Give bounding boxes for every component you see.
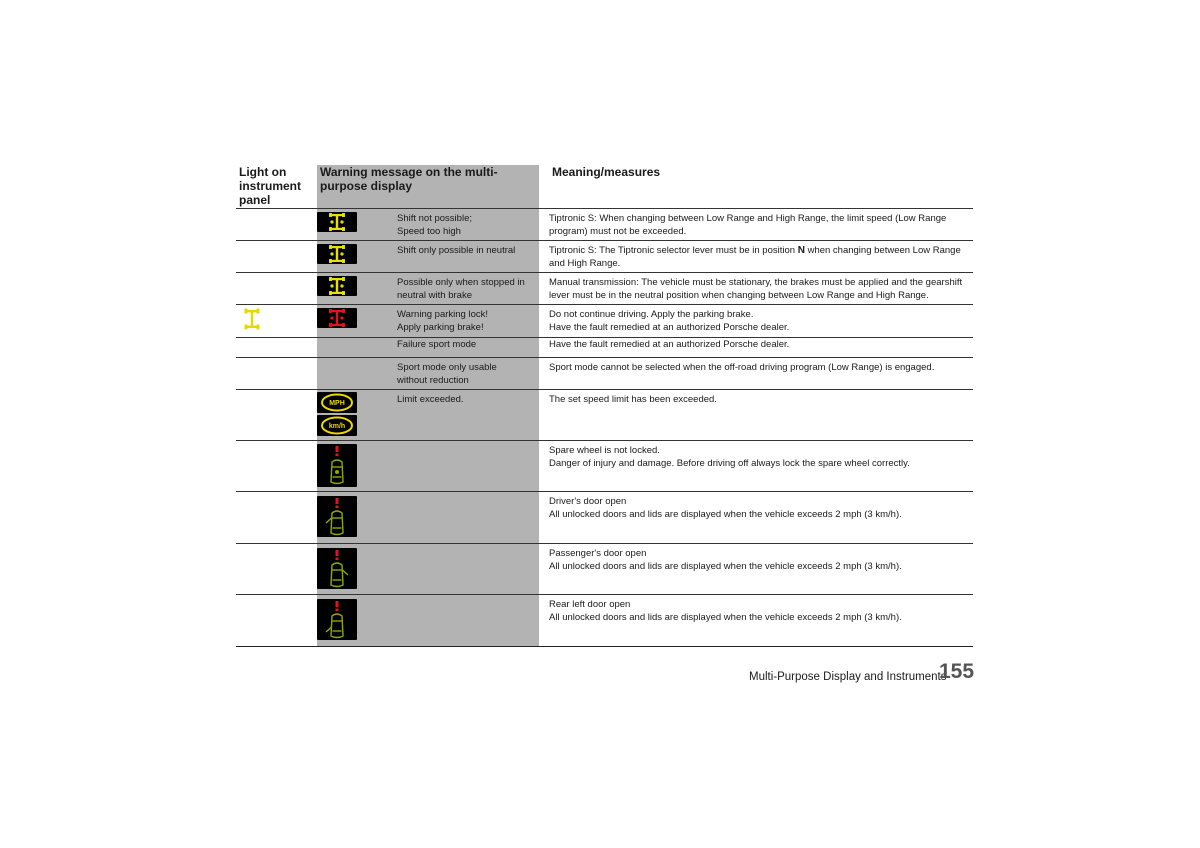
car-driver-door-icon (317, 496, 357, 537)
table-row (236, 207, 973, 240)
row-message: Sport mode only usable without reduction (397, 362, 497, 386)
row-message: Limit exceeded. (397, 394, 464, 405)
gear-position-n: N (797, 245, 805, 256)
table-row (236, 490, 973, 543)
row-message: Shift only possible in neutral (397, 245, 516, 256)
table-row (236, 336, 973, 357)
speed-limit-mph-icon (317, 392, 357, 413)
row-message: Failure sport mode (397, 339, 477, 350)
speed-limit-kmh-icon (317, 415, 357, 436)
row-meaning: Spare wheel is not locked. Danger of injury and damage. Before driving off always lock the spare wheel correctly. (549, 445, 910, 469)
car-passenger-door-icon (317, 548, 357, 589)
page-number: 155 (939, 660, 975, 683)
row-meaning: Rear left door open All unlocked doors and lids are displayed when the vehicle exceeds 2 mph (3 km/h). (549, 599, 902, 623)
table-row (236, 593, 973, 646)
low-range-yellow-icon (317, 244, 357, 264)
row-meaning: Passenger's door open All unlocked doors and lids are displayed when the vehicle exceeds 2 mph (3 km/h). (549, 548, 902, 572)
row-meaning: The set speed limit has been exceeded. (549, 394, 717, 405)
row-meaning: Manual transmission: The vehicle must be stationary, the brakes must be applied and the gearshift lever must be in the neutral position when changing between Low Range and High Range. (549, 277, 963, 301)
header-light-column: Light on instrument panel (239, 165, 302, 207)
speed-unit-mph: MPH (329, 400, 345, 407)
header-message-column: Warning message on the multi-purpose display (320, 165, 498, 193)
speed-unit-kmh: km/h (328, 423, 346, 430)
row-meaning: Sport mode cannot be selected when the off-road driving program (Low Range) is engaged. (549, 362, 935, 373)
table-row (236, 239, 973, 272)
table-row (236, 388, 973, 440)
table-row (236, 303, 973, 337)
table-row (236, 271, 973, 304)
row-meaning: Do not continue driving. Apply the parking brake. Have the fault remedied at an authorized Porsche dealer. (549, 309, 790, 333)
table-row (236, 356, 973, 389)
table-row (236, 542, 973, 594)
row-message: Possible only when stopped in neutral with brake (397, 277, 525, 301)
table-rule-bottom (236, 646, 973, 647)
header-meaning-column: Meaning/measures (552, 165, 661, 179)
low-range-red-icon (317, 308, 357, 328)
row-meaning: Driver's door open All unlocked doors and lids are displayed when the vehicle exceeds 2 mph (3 km/h). (549, 496, 902, 520)
low-range-yellow-icon (317, 212, 357, 232)
row-meaning: Have the fault remedied at an authorized Porsche dealer. (549, 339, 790, 350)
section-title: Multi-Purpose Display and Instruments (749, 671, 947, 683)
row-meaning: Tiptronic S: When changing between Low Range and High Range, the limit speed (Low Range program) must not be exceeded. (549, 213, 947, 237)
car-spare-wheel-icon (317, 444, 357, 487)
row-message: Warning parking lock! Apply parking brake! (397, 309, 488, 333)
row-meaning: Tiptronic S: The Tiptronic selector lever must be in position N when changing between Low Range and High Range. (549, 245, 961, 269)
car-rear-left-door-icon (317, 599, 357, 640)
low-range-yellow-icon (317, 276, 357, 296)
row-message: Shift not possible; Speed too high (397, 213, 472, 237)
table-row (236, 439, 973, 491)
differential-lock-yellow-icon (244, 308, 260, 330)
